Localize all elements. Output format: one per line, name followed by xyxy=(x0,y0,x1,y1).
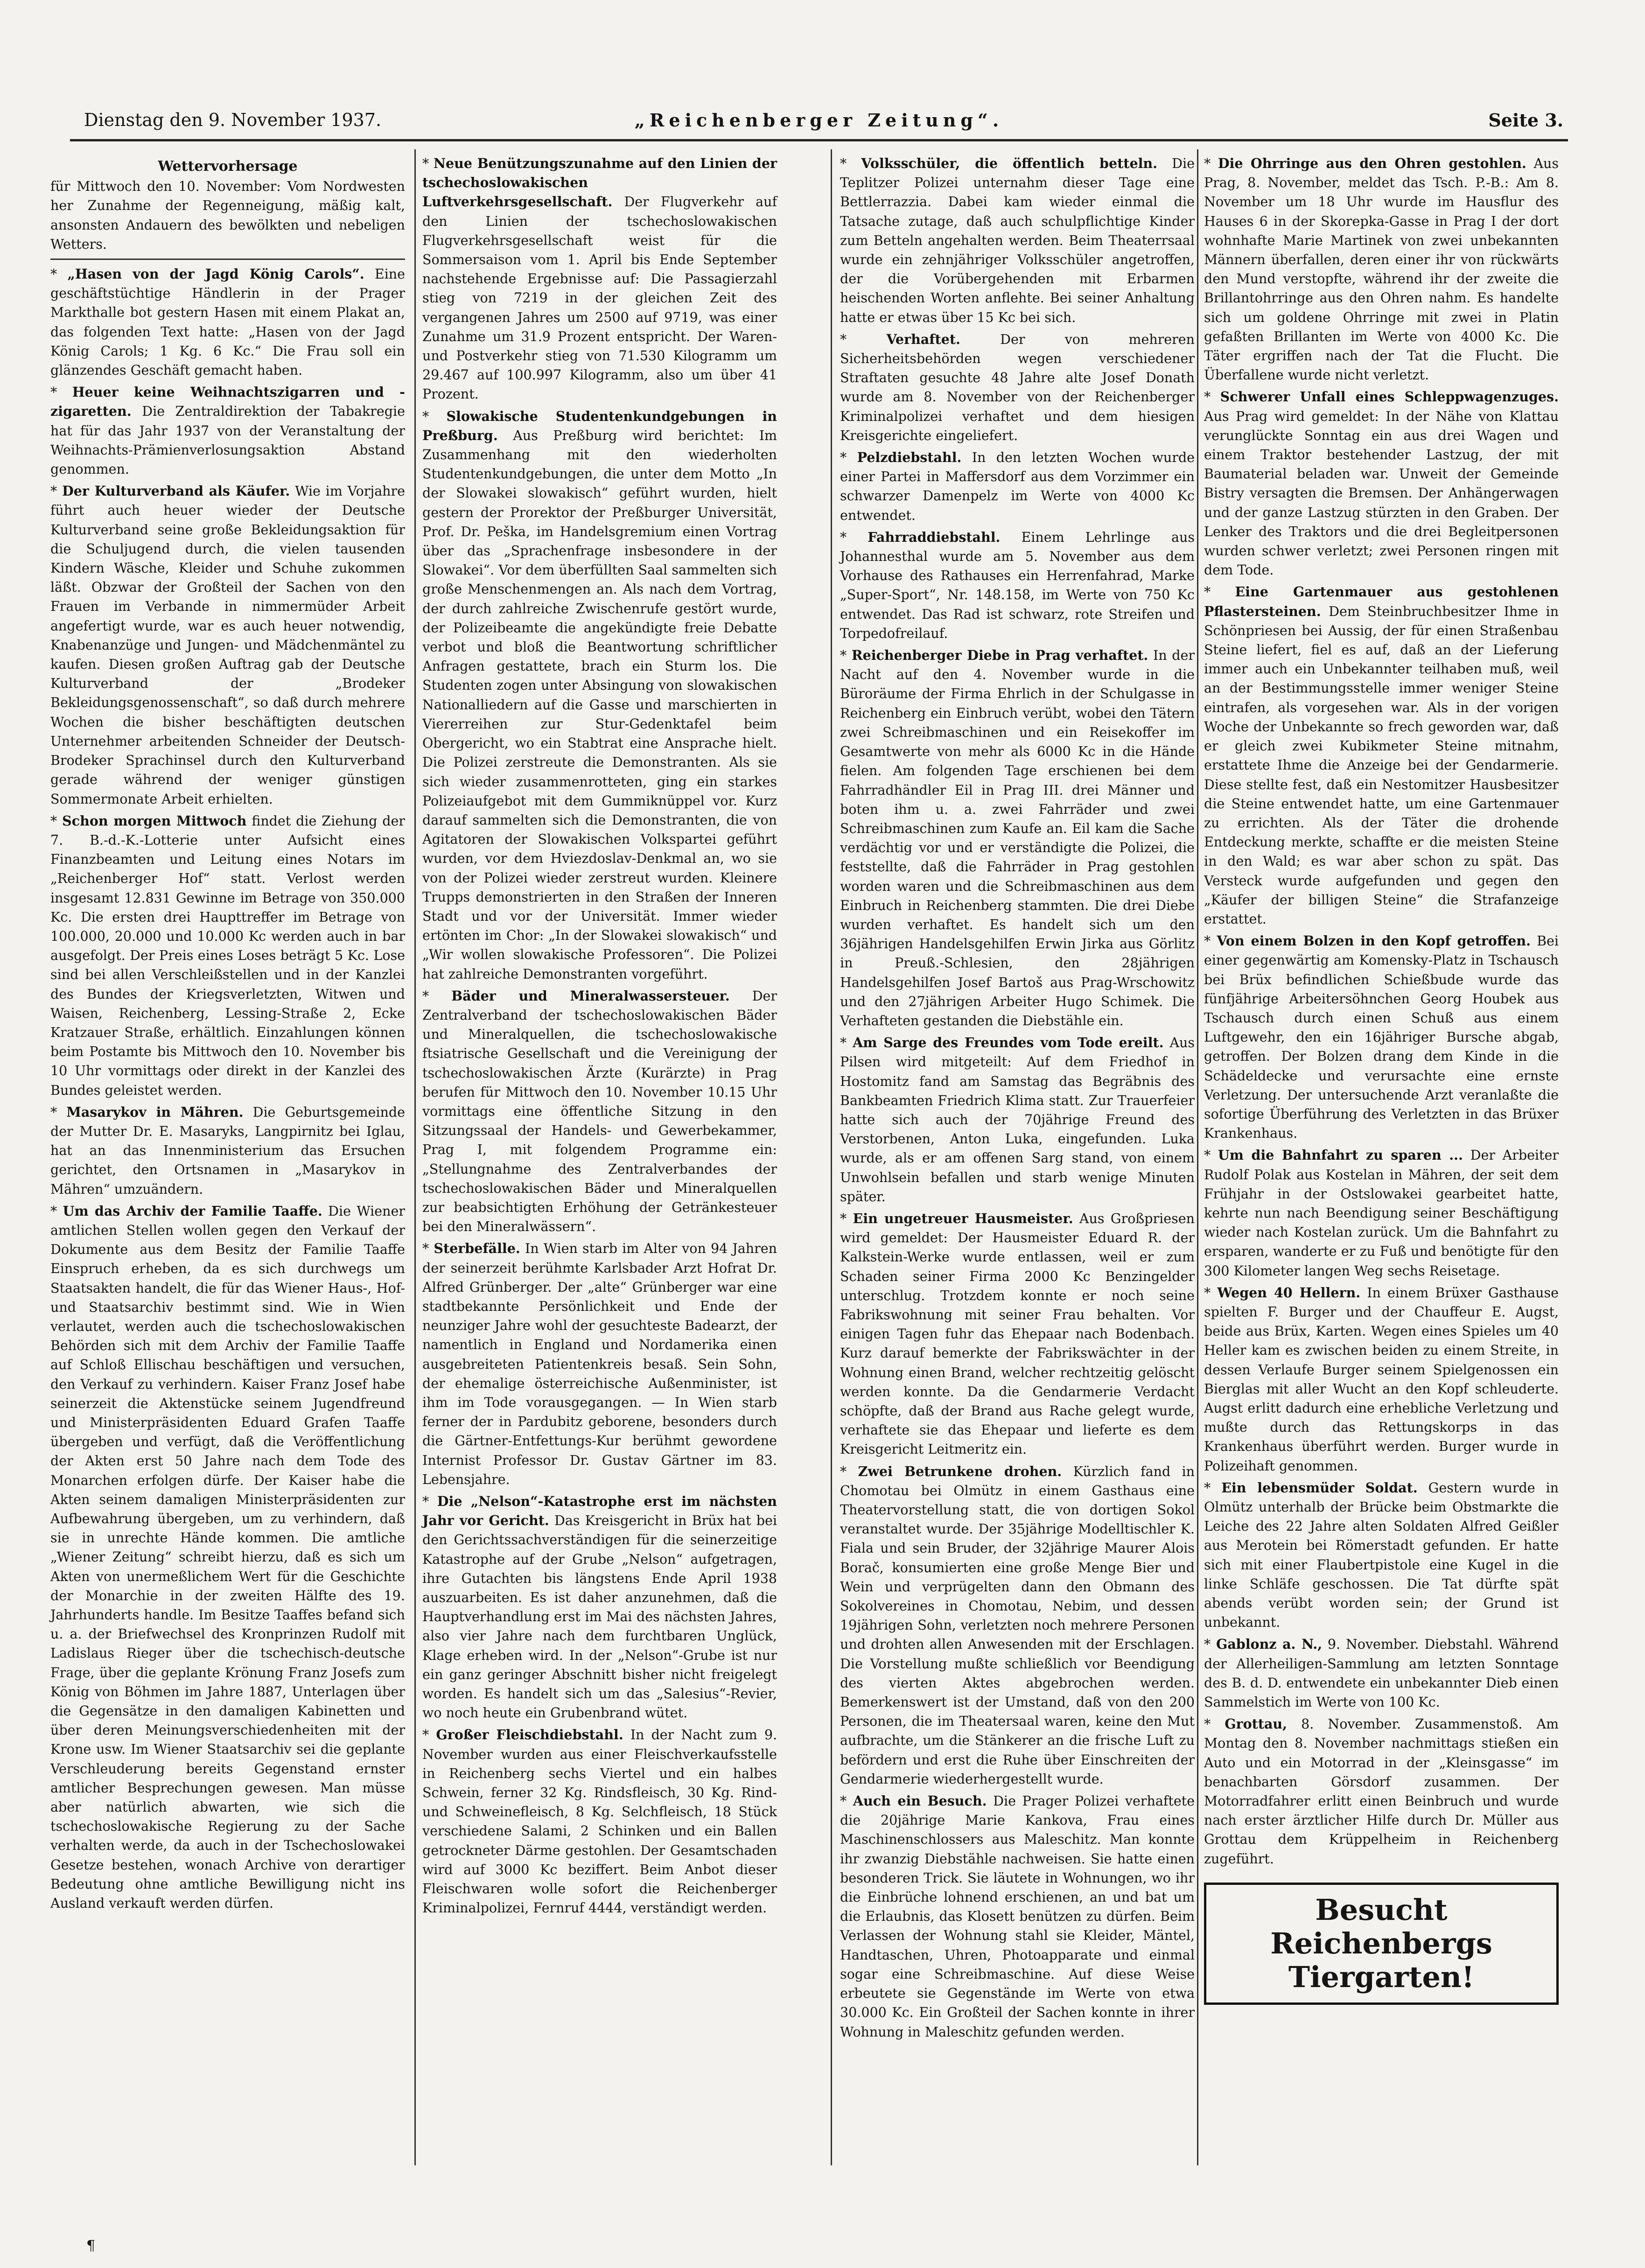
bullet-star-icon: * xyxy=(422,988,452,1004)
news-item-title: Volksschüler, die öffentlich betteln. xyxy=(861,155,1158,171)
news-item-title: Schwerer Unfall eines Schleppwagenzuges. xyxy=(1220,389,1559,405)
news-item xyxy=(1204,582,1559,929)
news-item xyxy=(1204,931,1559,1143)
bullet-star-icon: * xyxy=(840,1211,853,1226)
news-item xyxy=(422,407,777,984)
news-item-title: Um das Archiv der Familie Taaffe. xyxy=(63,1203,322,1219)
column-divider xyxy=(1197,149,1198,2165)
news-item-body: Die Prager Polizei verhaftete die 20jährige Marie Kankova, Frau eines Maschinenschlossers aus Maleschitz. Man konnte ihr zwanzig Diebstähle nachweisen. Sie hatte einen besonderen Trick. Sie läutete in Wohnungen, wo ihr die Einbrüche lohnend erschienen, an und bat um die Erlaubnis, das Klosett benützen zu dürfen. Beim Verlassen der Wohnung stahl sie Kleider, Mäntel, Handtaschen, Uhren, Photoapparate und einmal sogar eine Schreibmaschine. Auf diese Weise erbeutete sie Gegenstände im Werte von etwa 30.000 Kc. Ein Großteil der Sachen konnte in ihrer Wohnung in Maleschitz gefunden werden. xyxy=(840,1793,1195,2040)
news-item-body: Aus Prag, 8. November, meldet das Tsch. P.-B.: Am 8. November um 18 Uhr wurde im Hausflur des Hauses 6 in der Skorepka-Gasse in Prag I der dort wohnhafte Marie Martinek von zwei unbekannten Männern überfallen, deren einer ihr von rückwärts den Mund verstopfte, während ihr der zweite die Brillantohrringe aus den Ohren nahm. Es handelte sich um goldene Ohrringe mit zwei in Platin gefaßten Brillanten im Werte von 4000 Kc. Die Täter ergriffen nach der Tat die Flucht. Die Überfallene wurde nicht verletzt. xyxy=(1204,156,1559,383)
news-item-title: Sterbefälle. xyxy=(434,1240,520,1257)
news-item-title: Großer Fleischdiebstahl. xyxy=(436,1727,623,1743)
bullet-star-icon: * xyxy=(840,156,861,171)
news-item-title: Auch ein Besuch. xyxy=(853,1793,987,1809)
news-item xyxy=(422,154,777,404)
news-item xyxy=(1204,1715,1559,1869)
news-item xyxy=(50,265,405,380)
news-item-body: Der Arbeiter Rudolf Polak aus Kostelan in Mähren, der seit dem Frühjahr in der Ostslowakei gearbeitet hatte, kehrte nun nach Beendigung seiner Beschäftigung wieder nach Kostelan zurück. Um die Bahnfahrt zu ersparen, wanderte er zu Fuß und benötigte für den 300 Kilometer langen Weg sechs Reisetage. xyxy=(1204,1148,1559,1279)
column-divider xyxy=(414,149,416,2165)
news-item-body: Die Teplitzer Polizei unternahm dieser Tage eine Bettlerrazzia. Dabei kam wieder einmal die Tatsache zutage, daß auch schulpflichtige Kinder zum Betteln angehalten werden. Beim Theaterrsaal wurde ein zehnjähriger Volksschüler angetroffen, der die Vorübergehenden mit Erbarmen heischenden Worten anflehte. Bei seiner Anhaltung hatte er etwas über 15 Kc bei sich. xyxy=(840,156,1195,325)
news-item-title: Gablonz a. N., xyxy=(1216,1636,1323,1652)
bullet-star-icon: * xyxy=(840,1793,853,1809)
bullet-star-icon: * xyxy=(840,1035,853,1051)
bullet-star-icon: * xyxy=(840,529,868,545)
news-item-body: 9. November. Diebstahl. Während der Allerheiligen-Sammlung am letzten Sonntage des B. d. D. entwendete ein unbekannter Dieb einen Sammelstich im Werte von 100 Kc. xyxy=(1204,1637,1559,1710)
news-item xyxy=(422,987,777,1237)
column-2 xyxy=(422,154,777,1920)
bullet-star-icon: * xyxy=(50,483,63,499)
news-item xyxy=(50,812,405,1100)
news-item-body: Bei einer gegenwärtig am Komensky-Platz in Tschausch bei Brüx befindlichen Schießbude wurde das fünfjährige Arbeitersöhnchen Georg Houbek aus Tschausch durch einen Schuß aus einem Luftgewehr, den ein 16jähriger Bursche abgab, getroffen. Der Bolzen drang dem Kinde in die Schädeldecke und verursachte eine ernste Verletzung. Der untersuchende Arzt veranlaßte die sofortige Überführung des Verletzten in das Brüxer Krankenhaus. xyxy=(1204,933,1559,1141)
news-item xyxy=(840,646,1195,1030)
bullet-star-icon: * xyxy=(422,1494,437,1510)
news-item-title: Masarykov in Mähren. xyxy=(66,1104,244,1120)
news-item xyxy=(50,177,405,254)
news-item xyxy=(50,1202,405,1913)
news-item-title: Verhaftet. xyxy=(886,331,960,347)
bullet-star-icon: * xyxy=(1204,1480,1222,1496)
news-item xyxy=(50,383,405,479)
news-item-title: Grottau, xyxy=(1225,1716,1288,1732)
news-item-title: Zwei Betrunkene drohen. xyxy=(858,1463,1062,1479)
column-1 xyxy=(50,154,405,1916)
bullet-star-icon: * xyxy=(50,266,68,282)
news-item xyxy=(840,448,1195,525)
news-item-title: Fahrraddiebstahl. xyxy=(868,529,1001,545)
section-divider xyxy=(50,259,405,260)
news-item-body: In den letzten Wochen wurde einer Partei in Maffersdorf aus dem Vorzimmer ein schwarzer Damenpelz im Werte von 4000 Kc entwendet. xyxy=(840,450,1195,523)
bullet-star-icon: * xyxy=(50,1203,63,1219)
news-item-title: Ein lebensmüder Soldat. xyxy=(1221,1479,1418,1496)
bullet-star-icon: * xyxy=(1204,389,1220,405)
news-item-body: Die Geburtsgemeinde der Mutter Dr. E. Masaryks, Langpirnitz bei Iglau, hat an das Innenministerium das Ersuchen gerichtet, den Ortsnamen in „Masarykov in Mähren“ umzuändern. xyxy=(50,1104,405,1197)
news-item-title: Neue Benützungszunahme auf den Linien der tschechoslowakischen Luftverkehrsgesellschaft. xyxy=(422,155,777,210)
news-item xyxy=(1204,1283,1559,1476)
news-item-title: Wegen 40 Hellern. xyxy=(1217,1284,1361,1301)
bullet-star-icon: * xyxy=(840,648,852,664)
bullet-star-icon: * xyxy=(50,1104,67,1120)
news-item-title: Schon morgen Mittwoch xyxy=(62,812,247,829)
bullet-star-icon: * xyxy=(840,450,857,466)
bullet-star-icon: * xyxy=(50,385,72,400)
news-item-title: „Hasen von der Jagd König Carols“. xyxy=(67,266,364,282)
news-item-title: Die Ohrringe aus den Ohren gestohlen. xyxy=(1218,155,1526,171)
bullet-star-icon: * xyxy=(422,156,434,171)
news-item-body: In Wien starb im Alter von 94 Jahren der seinerzeit berühmte Karlsbader Arzt Hofrat Dr. Alfred Grünberger. Der „alte“ Grünberger war eine stadtbekannte Persönlichkeit und Ende der neunziger Jahre wohl der gesuchteste Badearzt, der namentlich in England und Nordamerika einen ausgebreiteten Patientenkreis besaß. Sein Sohn, der ehemalige österreichische Außenminister, ist ihm im Tode vorausgegangen. — In Wien starb ferner der in Pardubitz geborene, besonders durch die Gärtner-Entfettungs-Kur berühmt gewordene Internist Professor Dr. Gustav Gärtner im 83. Lebensjahre. xyxy=(422,1241,777,1487)
news-item-title: Reichenberger Diebe in Prag verhaftet. xyxy=(851,647,1148,664)
news-item-body: In einem Brüxer Gasthause spielten F. Burger und der Chauffeur E. Augst, beide aus Brüx, Karten. Wegen eines Spieles um 40 Heller kam es zwischen beiden zu einem Streite, in dessen Verlaufe Burger seinem Spielgenossen ein Bierglas mit aller Wucht an den Kopf schleuderte. Augst erlitt dadurch eine erhebliche Verletzung und mußte durch das Rettungskorps in das Krankenhaus überführt werden. Burger wurde in Polizeihaft genommen. xyxy=(1204,1285,1559,1474)
bullet-star-icon: * xyxy=(840,331,887,347)
news-item-body: Die Zentraldirektion der Tabakregie hat für das Jahr 1937 von der Veranstaltung der Weihnachts-Prämienverlosungsaktion Abstand genommen. xyxy=(50,404,405,477)
bullet-star-icon: * xyxy=(1204,1148,1218,1163)
page-header xyxy=(70,105,1568,138)
news-item-body: In der Nacht zum 9. November wurden aus einer Fleischverkaufsstelle in Reichenberg sechs Viertel und ein halbes Schwein, ferner 32 Kg. Rindsfleisch, 30 Kg. Rind- und Schweinefleisch, 8 Kg. Selchfleisch, 18 Stück verschiedene Salami, 2 Schinken und ein Ballen getrockneter Därme gestohlen. Der Gesamtschaden wird auf 3000 Kc beziffert. Beim Anbot dieser Fleischwaren wolle sofort die Reichenberger Kriminalpolizei, Fernruf 4444, verständigt werden. xyxy=(422,1727,777,1916)
news-item-title: Heuer keine Weihnachtszigarren und -zigaretten. xyxy=(50,384,405,420)
header-rule xyxy=(70,139,1568,141)
news-item-body: Aus Pilsen wird mitgeteilt: Auf dem Friedhof in Hostomitz fand am Samstag das Begräbnis des Bankbeamten Friedrich Klima statt. Zur Trauerfeier hatte sich auch der 70jährige Freund des Verstorbenen, Anton Luka, eingefunden. Luka wurde, als er am offenen Sarg stand, von einem Unwohlsein befallen und starb wenige Minuten später. xyxy=(840,1035,1195,1204)
news-item-body: 8. November. Zusammenstoß. Am Montag den 8. November nachmittags stießen ein Auto und ein Motorrad in der „Kleinsgasse“ im benachbarten Görsdorf zusammen. Der Motorradfahrer erlitt einen Beinbruch und wurde nach erster ärztlicher Hilfe durch Dr. Müller aus Grottau dem Krüppelheim in Reichenberg zugeführt. xyxy=(1204,1716,1559,1867)
news-item-body: Das Kreisgericht in Brüx hat bei den Gerichtssachverständigen für die seinerzeitige Katastrophe auf der Grube „Nelson“ aufgetragen, ihre Gutachten bis längstens Ende April 1938 auszuarbeiten. Es ist daher anzunehmen, daß die Hauptverhandlung erst im Mai des nächsten Jahres, also vier Jahre nach dem furchtbaren Unglück, Klage erheben wird. In der „Nelson“-Grube ist nur ein ganz geringer Abschnitt bisher nicht freigelegt worden. Es handelt sich um das „Salesius“-Revier, wo noch heute ein Grubenbrand wütet. xyxy=(422,1513,777,1721)
bullet-star-icon: * xyxy=(422,1241,434,1257)
news-item-body: Der Flugverkehr auf den Linien der tschechoslowakischen Flugverkehrsgesellschaft weist für die Sommersaison vom 1. April bis Ende September nachstehende Ergebnisse auf: Die Passagierzahl stieg von 7219 in der gleichen Zeit des vergangenen Jahres um 2500 auf 9719, was einer Zunahme um 31.9 Prozent entspricht. Der Waren- und Postverkehr stieg von 71.530 Kilogramm um 29.467 auf 100.997 Kilogramm, also um über 41 Prozent. xyxy=(422,194,777,402)
news-item-title: Der Kulturverband als Käufer. xyxy=(62,483,290,499)
news-item xyxy=(840,528,1195,643)
news-item xyxy=(1204,1635,1559,1712)
news-item xyxy=(840,1033,1195,1206)
news-item-body: Einem Lehrlinge aus Johannesthal wurde am 5. November aus dem Vorhause des Rathauses ein Herrenfahrad, Marke „Super-Sport“, Nr. 148.158, im Werte von 750 Kc entwendet. Das Rad ist schwarz, rote Streifen und Torpedofreilauf. xyxy=(840,529,1195,641)
news-item-title: Bäder und Mineralwassersteuer. xyxy=(451,987,730,1004)
news-item-title: Ein ungetreuer Hausmeister. xyxy=(853,1210,1073,1226)
news-item-title: Am Sarge des Freundes vom Tode ereilt. xyxy=(853,1035,1164,1051)
news-item-title: Die „Nelson“-Katastrophe erst im nächsten Jahr vor Gericht. xyxy=(422,1493,777,1529)
news-item-body: für Mittwoch den 10. November: Vom Nordwesten her Zunahme der Regenneigung, mäßig kalt, ansonsten Andauern des bewölkten und nebeligen Wetters. xyxy=(50,179,405,252)
news-item xyxy=(840,1209,1195,1459)
bullet-star-icon: * xyxy=(1204,1637,1216,1652)
news-item-title: Slowakische Studentenkundgebungen in Preßburg. xyxy=(422,408,777,443)
news-item-body: Kürzlich fand in Chomotau bei Olmütz in einem Gasthaus eine Theatervorstellung statt, die von dortigen Sokol veranstaltet wurde. Der 35jährige Modelltischler K. Fiala und sein Bruder, der 32jährige Maurer Alois Borač, konsumierten eine große Menge Bier und Wein und verprügelten dann den Obmann des Sokolvereines in Chomotau, Nebim, und dessen 19jährigen Sohn, verletzten noch mehrere Personen und drohten allen Anwesenden mit der Erschlagen. Die Vorstellung mußte schließlich vor Beendigung des vierten Aktes abgebrochen werden. Bemerkenswert ist der Umstand, daß von den 200 Personen, die im Theatersaal waren, keine den Mut aufbrachte, um die Stänkerer an die frische Luft zu befördern und erst die Ruhe über Einschreiten der Gendarmerie wiederhergestellt wurde. xyxy=(840,1463,1195,1787)
news-item xyxy=(840,154,1195,327)
page-mark: ¶ xyxy=(86,2238,96,2254)
news-item-title: Von einem Bolzen in den Kopf getroffen. xyxy=(1217,933,1531,949)
news-item-title: Eine Gartenmauer aus gestohlenen Pflastersteinen. xyxy=(1204,584,1559,619)
news-item-body: In der Nacht auf den 4. November wurde in die Büroräume der Firma Ehrlich in der Schulgasse in Reichenberg ein Einbruch verübt, wobei den Tätern zwei Schreibmaschinen und ein Reisekoffer im Gesamtwerte von mehr als 6000 Kc in die Hände fielen. Am folgenden Tage erschienen bei dem Fahrradhändler Eil in Prag III. drei Männer und boten ihm u. a. zwei Fahrräder und zwei Schreibmaschinen zum Kaufe an. Eil kam die Sache verdächtig vor und er verständigte die Polizei, die feststellte, daß die Fahrräder in Prag gestohlen worden waren und die Schreibmaschinen aus dem Einbruch in Reichenberg stammten. Die drei Diebe wurden verhaftet. Es handelt sich um den 36jährigen Handelsgehilfen Erwin Jirka aus Görlitz in Preuß.-Schlesien, den 28jährigen Handelsgehilfen Josef Bartoš aus Prag-Wrschowitz und den 27jährigen Arbeiter Hugo Schimek. Die Verhafteten gestanden die Diebstähle ein. xyxy=(840,648,1195,1029)
news-item xyxy=(50,1103,405,1199)
column-3 xyxy=(840,154,1195,2044)
news-item xyxy=(840,1462,1195,1789)
news-item xyxy=(422,1725,777,1918)
news-item-title: Um die Bahnfahrt zu sparen ... xyxy=(1218,1147,1463,1163)
news-item xyxy=(840,330,1195,445)
bullet-star-icon: * xyxy=(1204,156,1218,171)
news-item-body: Die Wiener amtlichen Stellen wollen gegen den Verkauf der Dokumente aus dem Besitz der Familie Taaffe Einspruch erheben, da es sich durchwegs um Staatsakten handelt, die für das Wiener Haus-, Hof- und Staatsarchiv bestimmt sind. Wie in Wien verlautet, werden auch die tschechoslowakischen Behörden sich mit dem Archiv der Familie Taaffe auf Schloß Ellischau beschäftigen und versuchen, den Verkauf zu verhindern. Kaiser Franz Josef habe seinerzeit die Aktenstücke seinem Jugendfreund und Ministerpräsidenten Eduard Grafen Taaffe übergeben und verfügt, daß die Veröffentlichung der Akten erst 50 Jahre nach dem Tode des Monarchen erfolgen dürfe. Der Kaiser habe die Akten seinem damaligen Ministerpräsidenten zur Aufbewahrung übergeben, um zu verhindern, daß sie in unrechte Hände kommen. Die amtliche „Wiener Zeitung“ schreibt hierzu, daß es sich um Akten von unermeßlichem Wert für die Geschichte der Monarchie in der zweiten Hälfte des 19. Jahrhunderts handle. Im Besitze Taaffes befand sich u. a. der Briefwechsel des Kronprinzen Rudolf mit Ladislaus Rieger über die tschechisch-deutsche Frage, über die geplante Krönung Franz Josefs zum König von Böhmen im Jahre 1887, Unterlagen über die Gegensätze in den damaligen Kabinetten und über deren Meinungsverschiedenheiten mit der Krone usw. Im Wiener Staatsarchiv sei die geplante Verschleuderung bereits Gegenstand ernster amtlicher Besprechungen gewesen. Man müsse aber natürlich abwarten, wie sich die tschechoslowakische Regierung zu der Sache verhalten werde, da auch in der Tschechoslowakei Gesetze bestehen, wonach Archive von derartiger Bedeutung ohne amtliche Bewilligung nicht ins Ausland verkauft werden dürfen. xyxy=(50,1203,406,1911)
column-4 xyxy=(1204,154,1559,2005)
news-item-title: Pelzdiebstahl. xyxy=(857,449,962,466)
news-item xyxy=(1204,1478,1559,1632)
header-date: Dienstag den 9. November 1937. xyxy=(84,110,382,130)
news-item xyxy=(1204,1146,1559,1280)
header-newspaper-title: „Reichenberger Zeitung“. xyxy=(634,110,1004,131)
bullet-star-icon: * xyxy=(422,408,447,424)
bullet-star-icon: * xyxy=(422,1727,436,1743)
header-page-number: Seite 3. xyxy=(1488,110,1563,131)
bullet-star-icon: * xyxy=(1204,1285,1218,1301)
news-item-body: findet die Ziehung der 7. B.-d.-K.-Lotterie unter Aufsicht eines Finanzbeamten und Leitung eines Notars im „Reichenberger Hof“ statt. Verlost werden insgesamt 12.831 Gewinne im Betrage von 350.000 Kc. Die ersten drei Haupttreffer im Betrage von 100.000, 20.000 und 10.000 Kc werden auch in bar ausgefolgt. Der Preis eines Loses beträgt 5 Kc. Lose sind bei allen Verschleißstellen und in der Kanzlei des Bundes der Kriegsverletzten, Witwen und Waisen, Reichenberg, Lessing-Straße 2, Ecke Kratzauer Straße, erhältlich. Einzahlungen können beim Postamte bis Mittwoch den 10. November bis 10 Uhr vormittags oder direkt in der Kanzlei des Bundes geleistet werden. xyxy=(50,813,406,1098)
news-item-body: Eine geschäftstüchtige Händlerin in der Prager Markthalle bot gestern Hasen mit einem Plakat an, das folgenden Text hatte: „Hasen von der Jagd König Carols; 1 Kg. 6 Kc.“ Die Frau soll ein glänzendes Geschäft gemacht haben. xyxy=(50,266,405,378)
news-item xyxy=(840,1792,1195,2042)
news-item-body: Gestern wurde in Olmütz unterhalb der Brücke beim Obstmarkte die Leiche des 22 Jahre alten Soldaten Alfred Geißler aus Merotein bei Römerstadt gefunden. Er hatte sich mit einer Flaubertpistole eine Kugel in die linke Schläfe geschossen. Die Tat dürfte spät abends verübt worden sein; der Grund ist unbekannt. xyxy=(1204,1480,1559,1631)
news-item xyxy=(1204,154,1559,385)
bullet-star-icon: * xyxy=(840,1463,858,1479)
advertisement-banner: Besucht Reichenbergs Tiergarten! xyxy=(1204,1883,1559,2005)
news-item xyxy=(1204,387,1559,580)
bullet-star-icon: * xyxy=(1204,584,1235,600)
news-item xyxy=(422,1239,777,1489)
column-divider xyxy=(831,149,832,2165)
news-item xyxy=(50,482,405,808)
news-item-body: Aus Prag wird gemeldet: In der Nähe von Klattau verunglückte Sonntag ein aus drei Wagen und einem Traktor bestehender Lastzug, der mit Baumaterial beladen war. Unweit der Gemeinde Bistry versagten die Bremsen. Der Anhängerwagen und der ganze Lastzug stürzten in den Graben. Der Lenker des Traktors und die drei Begleitpersonen wurden schwer verletzt; zwei Personen ringen mit dem Tode. xyxy=(1204,408,1559,578)
bullet-star-icon: * xyxy=(1204,933,1217,949)
news-item-body: Aus Preßburg wird berichtet: Im Zusammenhang mit den wiederholten Studentenkundgebungen, die unter dem Motto „In der Slowakei slowakisch“ geführt wurden, hielt gestern der Prorektor der Preßburger Universität, Prof. Dr. Peška, im Handelsgremium einen Vortrag über das „Sprachenfrage insbesondere in der Slowakei“. Vor dem überfüllten Saal sammelten sich große Menschenmengen an. Als nach dem Vortrag, der durch zahlreiche Zwischenrufe gestört wurde, der Polizeibeamte die angekündigte freie Debatte verbot und bloß die Beantwortung schriftlicher Anfragen gestattete, brach ein Sturm los. Die Studenten zogen unter Absingung von slowakischen Nationalliedern auf die Gasse und marschierten in Viererreihen zur Stur-Gedenktafel beim Obergericht, wo ein Stabtrat eine Ansprache hielt. Die Polizei zerstreute die Demonstranten. Als sie sich wieder zusammenrotteten, ging ein starkes Polizeiaufgebot mit dem Gummiknüppel vor. Kurz darauf sammelten sich die Demonstranten, die von Agitatoren der Slowakischen Volkspartei geführt wurden, vor dem Hviezdoslav-Denkmal an, wo sie von der Polizei wieder zerstreut wurden. Kleinere Trupps demonstrierten in den Straßen der Inneren Stadt und vor der Universität. Immer wieder ertönten im Chor: „In der Slowakei slowakisch“ und „Wir wollen slowakische Professoren“. Die Polizei hat zahlreiche Demonstranten vorgeführt. xyxy=(422,427,777,982)
bullet-star-icon: * xyxy=(50,813,63,829)
bullet-star-icon: * xyxy=(1204,1716,1225,1732)
news-item-body: Der Zentralverband der tschechoslowakischen Bäder und Mineralquellen, die tschechoslowakische ftsiatrische Gesellschaft und die Vereinigung der tschechoslowakischen Ärzte (Kurärzte) in Prag berufen für Mittwoch den 10. November 10.15 Uhr vormittags eine öffentliche Sitzung in den Sitzungssaal der Handels- und Gewerbekammer, Prag I, mit folgendem Programme ein: „Stellungnahme des Zentralverbandes der tschechoslowakischen Bäder und Mineralquellen zur beabsichtigten Erhöhung der Getränkesteuer bei den Mineralwässern“. xyxy=(422,988,777,1235)
news-item-body: Dem Steinbruchbesitzer Ihme in Schönpriesen bei Aussig, der für einen Straßenbau Steine liefert, fiel es auf, daß an der Lieferung immer auch ein Unbekannter teilhaben muß, weil an der Bestimmungsstelle immer weniger Steine eintrafen, als vorgesehen war. Als in der vorigen Woche der Unbekannte so frech geworden war, daß er gleich zwei Kubikmeter Steine mitnahm, erstattete Ihme die Anzeige bei der Gendarmerie. Diese stellte fest, daß ein Nestomitzer Hausbesitzer die Steine entwendet hatte, um eine Gartenmauer zu errichten. Als der Täter die drohende Entdeckung merkte, schaffte er die meisten Steine in den Wald; es war aber schon zu spät. Das Versteck wurde aufgefunden und gegen den „Käufer der billigen Steine“ die Strafanzeige erstattet. xyxy=(1204,603,1559,927)
news-item-body: Aus Großpriesen wird gemeldet: Der Hausmeister Eduard R. der Kalkstein-Werke wurde entlassen, weil er zum Schaden seiner Firma 2000 Kc Benzingelder unterschlug. Trotzdem konnte er noch seine Fabrikswohnung mit seiner Frau behalten. Vor einigen Tagen fuhr das Ehepaar nach Bodenbach. Kurz darauf bemerkte der Fabrikswächter in der Wohnung einen Brand, welcher rechtzeitig gelöscht werden konnte. Da die Gendarmerie Verdacht schöpfte, daß der Brand aus Rache gelegt wurde, verhaftete sie das Ehepaar und lieferte es dem Kreisgericht Leitmeritz ein. xyxy=(840,1211,1195,1457)
news-item-body: Der von mehreren Sicherheitsbehörden wegen verschiedener Straftaten gesuchte 48 Jahre alte Josef Donath wurde am 8. November von der Reichenberger Kriminalpolizei verhaftet und dem hiesigen Kreisgerichte eingeliefert. xyxy=(840,331,1195,443)
news-item-body: Wie im Vorjahre führt auch heuer wieder der Deutsche Kulturverband seine große Bekleidungsaktion für die Schuljugend durch, die vielen tausenden Kindern Wäsche, Kleider und Schuhe zukommen läßt. Obzwar der Großteil der Sachen von den Frauen im Verbande in nimmermüder Arbeit angefertigt wurde, war es auch heuer notwendig, Knabenanzüge und Jungen- und Mädchenmäntel zu kaufen. Diesen großen Auftrag gab der Deutsche Kulturverband der „Brodeker Bekleidungsgenossenschaft“, so daß durch mehrere Wochen die bisher beschäftigten deutschen Unternehmer arbeitenden Schneider der Deutsch-Brodeker Sprachinsel durch den Kulturverband gerade während der weniger günstigen Sommermonate Arbeit erhielten. xyxy=(50,483,406,807)
news-item xyxy=(422,1492,777,1722)
weather-heading: Wettervorhersage xyxy=(158,158,298,175)
